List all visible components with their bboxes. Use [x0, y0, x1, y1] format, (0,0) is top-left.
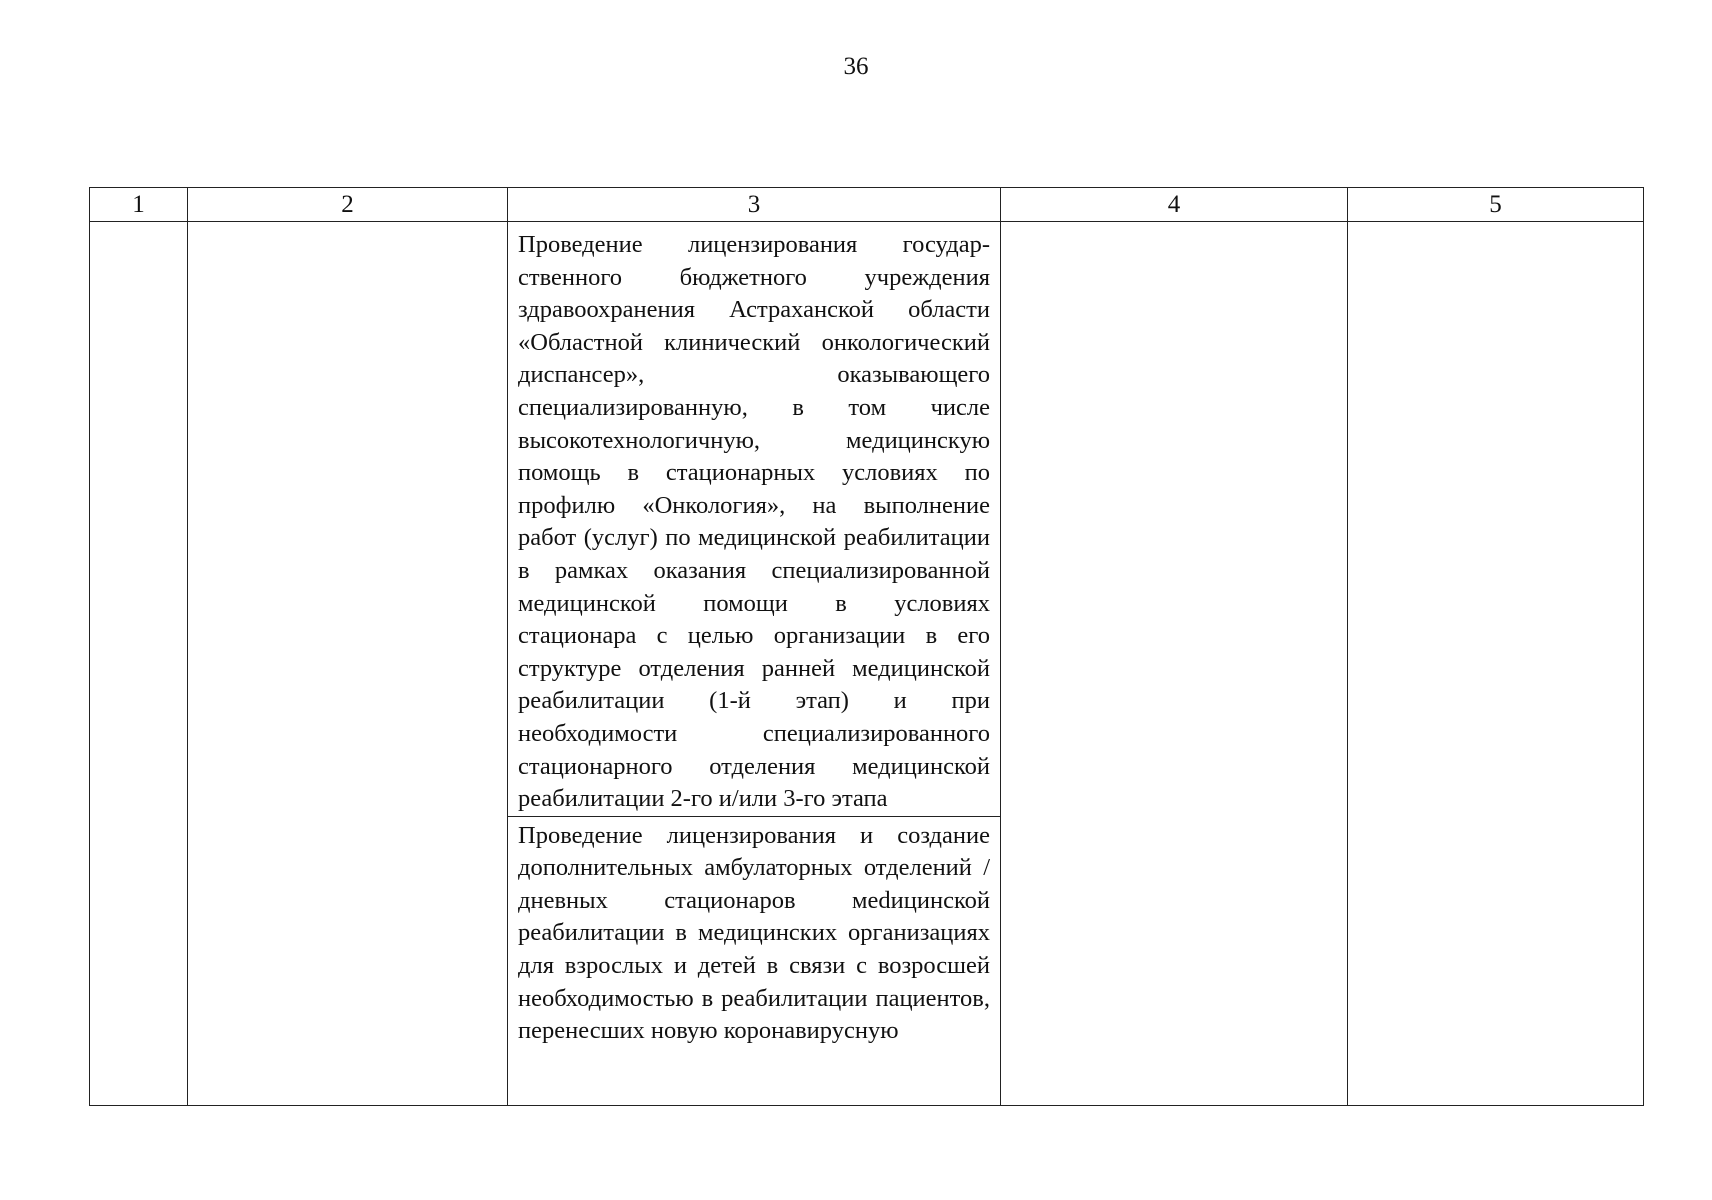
column-header-3: 3	[508, 188, 1001, 222]
cell-col2	[188, 222, 508, 1106]
table-row	[90, 222, 1644, 1106]
page-number: 36	[843, 53, 869, 80]
measure-item-licensing-outpatient: Проведение лицензирования и создание дополнительных амбулаторных отделений / дневных стационаров меdицинской реабилитации в медицинских организациях для взрослых и детей в связи с возросшей необходимостью в реабилитации пациентов, перенесших новую коронавирусную	[508, 816, 1000, 1048]
cell-col5	[1348, 222, 1644, 1106]
column-header-2: 2	[188, 188, 508, 222]
measure-item-licensing-oncology: Проведение лицензирования государственного бюджетного учреждения здравоохранения Астраханской области «Областной клинический онкологический диспансер», оказывающего специализированную, в том числе высокотехнологичную, медицинскую помощь в стационарных условиях по профилю «Онкология», на выполнение работ (услуг) по медицинской реабилитации в рамках оказания специализированной медицинской помощи в условиях стационара с целью организации в его структуре отделения ранней медицинской реабилитации (1-й этап) и при необходимости специализированного стационарного отделения медицинской реабилитации 2-го и/или 3-го этапа	[518, 231, 990, 813]
column-header-1: 1	[90, 188, 188, 222]
cell-col3	[508, 222, 1001, 1106]
column-header-5: 5	[1348, 188, 1644, 222]
column-header-4: 4	[1001, 188, 1348, 222]
cell-col4	[1001, 222, 1348, 1106]
header-row	[90, 188, 1644, 222]
cell-col1	[90, 222, 188, 1106]
measures-table	[89, 187, 1644, 1106]
